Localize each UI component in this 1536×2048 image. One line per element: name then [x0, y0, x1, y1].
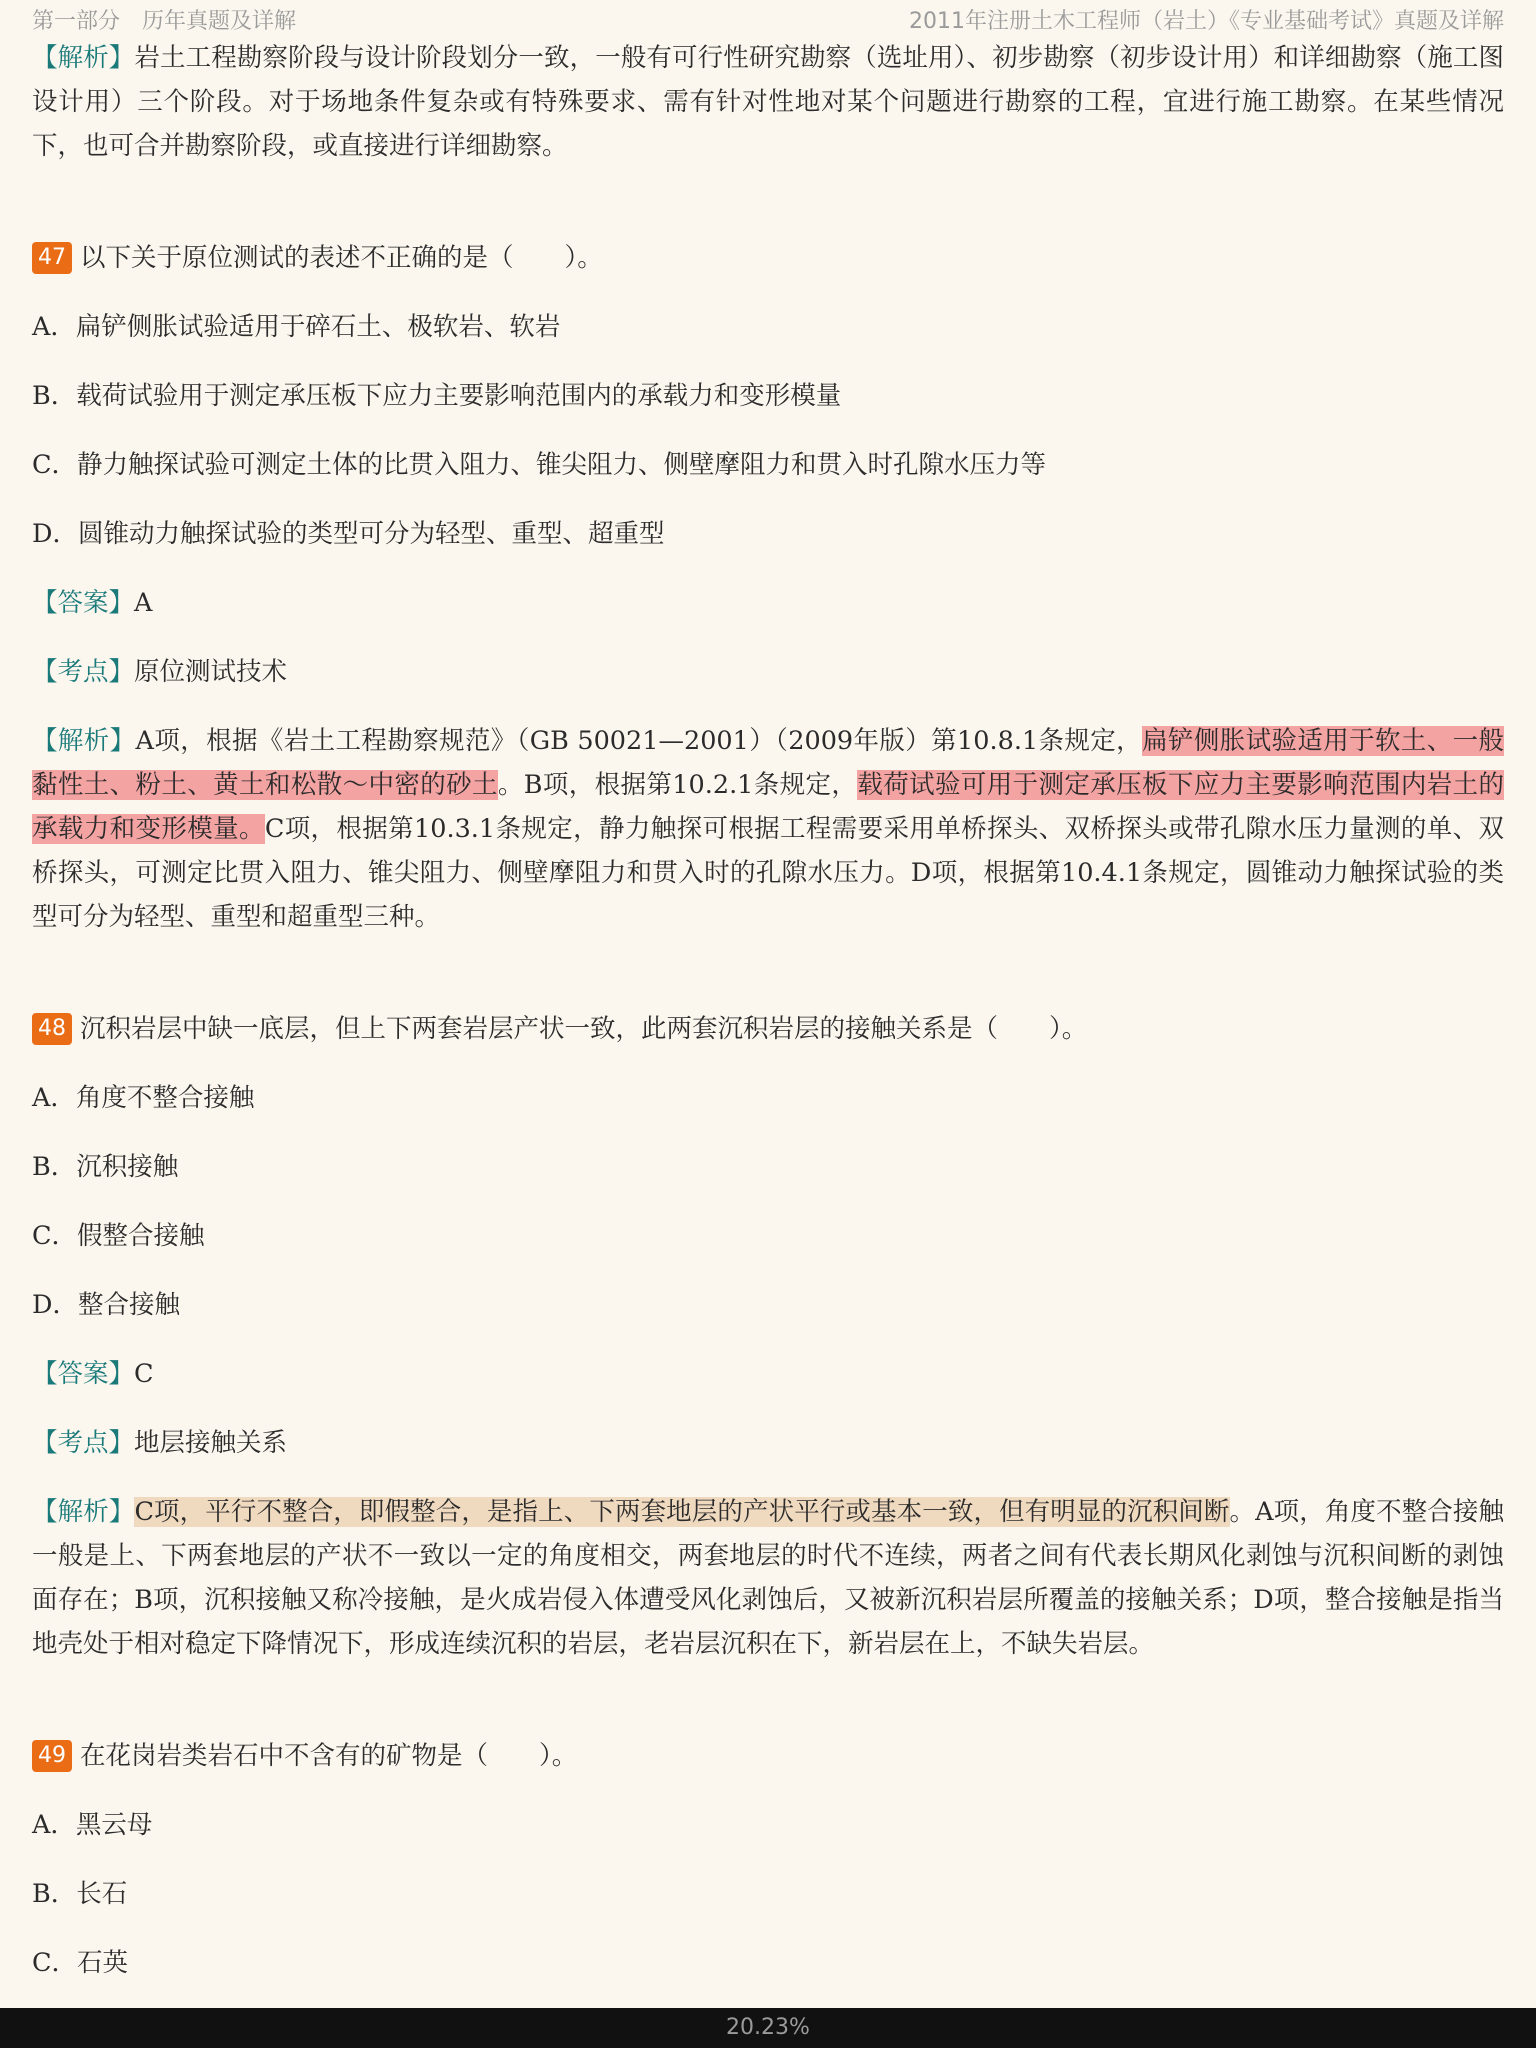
option-a: A．扁铲侧胀试验适用于碎石土、极软岩、软岩	[32, 312, 561, 342]
header-book-title: 2011年注册土木工程师（岩土）《专业基础考试》真题及详解	[909, 9, 1504, 34]
option-a: A．黑云母	[32, 1810, 153, 1840]
question-49-stem	[32, 1734, 1504, 1778]
reading-progress-percent: 20.23%	[726, 2015, 810, 2040]
question-text: 在花岗岩类岩石中不含有的矿物是（ ）。	[80, 1741, 578, 1771]
answer-row	[32, 581, 1504, 625]
analysis-paragraph	[32, 719, 1504, 939]
question-number-badge: 47	[32, 242, 72, 274]
analysis-paragraph	[32, 1490, 1504, 1666]
key-point-row	[32, 650, 1504, 694]
reading-progress-bar	[0, 2008, 1536, 2048]
option-b: B．长石	[32, 1879, 128, 1909]
analysis-label: 【解析】	[32, 43, 135, 73]
highlighted-text[interactable]: 载荷试验可用于测定承压板下应力主要影响范围内岩土的承载力和变形模量。	[32, 770, 1504, 844]
answer-value: C	[134, 1359, 154, 1389]
page-header	[32, 4, 1504, 36]
answer-row	[32, 1352, 1504, 1396]
analysis-text: 。B项，根据第10.2.1条规定，	[497, 770, 858, 800]
option-b: B．沉积接触	[32, 1152, 179, 1182]
answer-label: 【答案】	[32, 1359, 135, 1389]
analysis-label: 【解析】	[32, 726, 136, 756]
option-d: D．整合接触	[32, 1290, 180, 1320]
question-number-badge: 49	[32, 1740, 72, 1772]
option-c: C．静力触探试验可测定土体的比贯入阻力、锥尖阻力、侧壁摩阻力和贯入时孔隙水压力等	[32, 450, 1047, 480]
analysis-text: C项，根据第10.3.1条规定，静力触探可根据工程需要采用单桥探头、双桥探头或带孔隙水压力量测的单、双桥探头，可测定比贯入阻力、锥尖阻力、侧壁摩阻力和贯入时的孔隙水压力。D项，根据第10.4.1条规定，圆锥动力触探试验的类型可分为轻型、重型和超重型三种。	[32, 814, 1504, 932]
question-text: 沉积岩层中缺一底层，但上下两套岩层产状一致，此两套沉积岩层的接触关系是（ ）。	[80, 1014, 1088, 1044]
question-47-stem	[32, 236, 1504, 280]
highlighted-text[interactable]: 扁铲侧胀试验适用于软土、一般黏性土、粉土、黄土和松散～中密的砂土	[32, 726, 1504, 800]
analysis-label: 【解析】	[32, 1497, 135, 1527]
highlighted-text[interactable]: C项，平行不整合，即假整合，是指上、下两套地层的产状平行或基本一致，但有明显的沉积间断	[134, 1497, 1230, 1527]
reader-content	[32, 36, 1504, 1985]
answer-value: A	[134, 588, 153, 618]
option-a: A．角度不整合接触	[32, 1083, 255, 1113]
question-text: 以下关于原位测试的表述不正确的是（ ）。	[80, 243, 603, 273]
question-48-stem	[32, 1007, 1504, 1051]
analysis-text: A项，根据《岩土工程勘察规范》（GB 50021—2001）（2009年版）第10.8.1条规定，	[135, 726, 1143, 756]
header-section-title: 第一部分 历年真题及详解	[32, 9, 297, 34]
key-point-value: 地层接触关系	[134, 1428, 288, 1458]
option-b: B．载荷试验用于测定承压板下应力主要影响范围内的承载力和变形模量	[32, 381, 842, 411]
answer-label: 【答案】	[32, 588, 135, 618]
analysis-text: 。A项，角度不整合接触一般是上、下两套地层的产状不一致以一定的角度相交，两套地层的时代不连续，两者之间有代表长期风化剥蚀与沉积间断的剥蚀面存在；B项，沉积接触又称冷接触，是火成岩侵入体遭受风化剥蚀后，又被新沉积岩层所覆盖的接触关系；D项，整合接触是指当地壳处于相对稳定下降情况下，形成连续沉积的岩层，老岩层沉积在下，新岩层在上，不缺失岩层。	[32, 1497, 1504, 1659]
key-point-label: 【考点】	[32, 657, 135, 687]
key-point-value: 原位测试技术	[134, 657, 288, 687]
option-c: C．假整合接触	[32, 1221, 205, 1251]
analysis-paragraph	[32, 36, 1504, 168]
option-d: D．圆锥动力触探试验的类型可分为轻型、重型、超重型	[32, 519, 665, 549]
key-point-row	[32, 1421, 1504, 1465]
key-point-label: 【考点】	[32, 1428, 135, 1458]
analysis-text: 岩土工程勘察阶段与设计阶段划分一致，一般有可行性研究勘察（选址用）、初步勘察（初步设计用）和详细勘察（施工图设计用）三个阶段。对于场地条件复杂或有特殊要求、需有针对性地对某个问题进行勘察的工程，宜进行施工勘察。在某些情况下，也可合并勘察阶段，或直接进行详细勘察。	[32, 43, 1504, 161]
question-number-badge: 48	[32, 1013, 72, 1045]
option-c: C．石英	[32, 1948, 129, 1978]
